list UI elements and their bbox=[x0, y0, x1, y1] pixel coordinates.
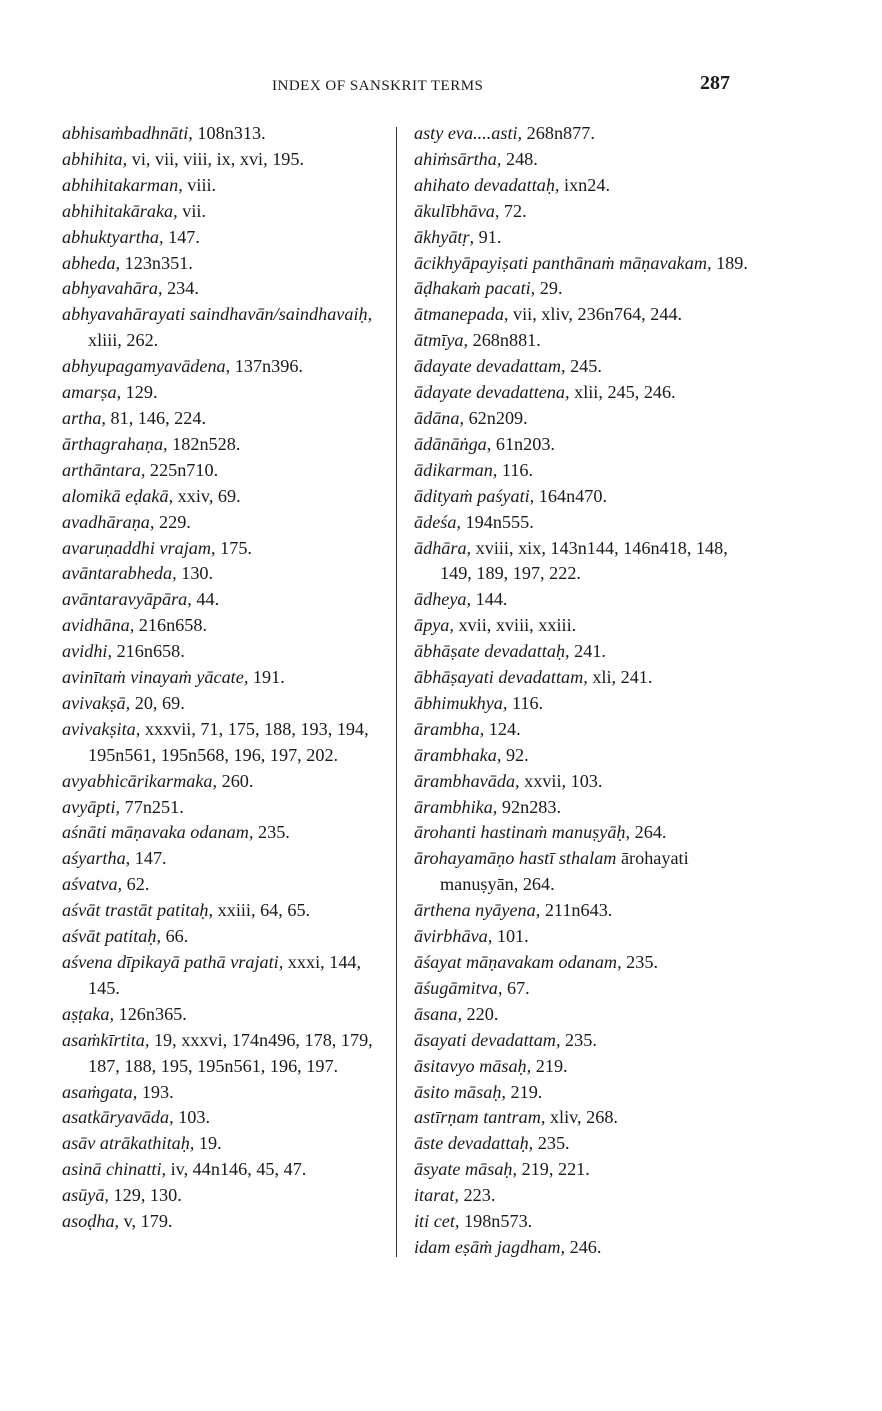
index-entry bbox=[414, 225, 754, 251]
index-entry bbox=[62, 1209, 392, 1235]
index-references: 123n351. bbox=[120, 252, 193, 273]
index-term: avidhāna, bbox=[62, 615, 135, 636]
index-term: idam eṣāṁ jagdham, bbox=[414, 1236, 566, 1257]
index-term: abhisaṁbadhnāti, bbox=[62, 123, 193, 143]
index-references: 246. bbox=[565, 1236, 602, 1257]
index-references: xvii, xviii, xxiii. bbox=[453, 615, 577, 636]
index-references: 191. bbox=[248, 667, 285, 688]
index-entry bbox=[62, 121, 392, 147]
index-term: ādānāṅga, bbox=[414, 433, 492, 454]
index-term: aśnāti māṇavaka odanam, bbox=[62, 822, 254, 843]
index-references: 260. bbox=[217, 770, 254, 791]
index-term: ārthagrahaṇa, bbox=[62, 433, 168, 454]
index-term: ahiṁsārtha, bbox=[414, 148, 502, 169]
index-references: 194n555. bbox=[460, 511, 534, 532]
index-term: asoḍha, bbox=[62, 1211, 120, 1232]
index-references: xlii, 245, 246. bbox=[569, 382, 676, 403]
index-entry bbox=[62, 225, 392, 251]
index-references: vii. bbox=[177, 200, 206, 221]
index-references: 137n396. bbox=[230, 356, 303, 377]
index-references: 81, 146, 224. bbox=[105, 407, 206, 428]
index-entry bbox=[414, 1183, 754, 1209]
page-number: 287 bbox=[700, 72, 730, 94]
index-term: āpya, bbox=[414, 615, 454, 636]
index-term: ābhimukhya, bbox=[414, 692, 508, 713]
index-entry bbox=[62, 1157, 392, 1183]
index-references: 182n528. bbox=[167, 433, 241, 454]
index-term: ādāna, bbox=[414, 407, 465, 428]
index-term: avivakṣā, bbox=[62, 692, 131, 713]
index-references: xliv, 268. bbox=[545, 1107, 618, 1128]
index-references: ixn24. bbox=[559, 174, 611, 195]
index-entry bbox=[62, 147, 392, 173]
index-references: 67. bbox=[502, 977, 530, 998]
index-references: 164n470. bbox=[534, 485, 607, 506]
index-entry bbox=[62, 354, 392, 380]
index-entry bbox=[414, 1002, 754, 1028]
index-references: 20, 69. bbox=[130, 692, 185, 713]
index-term: abhihita, bbox=[62, 148, 128, 169]
index-term: āsana, bbox=[414, 1003, 462, 1024]
index-entry bbox=[62, 1105, 392, 1131]
index-references: 116. bbox=[497, 459, 534, 480]
index-references: 220. bbox=[462, 1003, 499, 1024]
index-term: ārambha, bbox=[414, 718, 485, 739]
index-references: 268n881. bbox=[468, 330, 541, 351]
index-entry bbox=[62, 561, 392, 587]
index-term: avidhi, bbox=[62, 641, 113, 662]
index-entry bbox=[414, 354, 754, 380]
index-term: arthāntara, bbox=[62, 459, 146, 480]
index-references: 108n313. bbox=[192, 123, 266, 143]
index-term: asaṁgata, bbox=[62, 1081, 138, 1102]
index-references: 193. bbox=[137, 1081, 174, 1102]
index-references: 229. bbox=[154, 511, 191, 532]
index-entry bbox=[62, 458, 392, 484]
index-term: asty eva....asti, bbox=[414, 123, 523, 143]
index-references: viii. bbox=[182, 174, 217, 195]
index-term: āśugāmitva, bbox=[414, 977, 503, 998]
index-references: 248. bbox=[501, 148, 538, 169]
index-references: xxiv, 69. bbox=[173, 485, 241, 506]
index-references: 198n573. bbox=[459, 1211, 533, 1232]
index-references: 245. bbox=[565, 356, 602, 377]
index-entry bbox=[414, 717, 754, 743]
index-entry bbox=[414, 147, 754, 173]
index-references: xli, 241. bbox=[587, 667, 653, 688]
index-term: abhihitakarman, bbox=[62, 174, 183, 195]
index-entry bbox=[414, 639, 754, 665]
index-term: ādityaṁ paśyati, bbox=[414, 485, 535, 506]
index-term: ābhāṣayati devadattam, bbox=[414, 667, 588, 688]
index-entry bbox=[414, 950, 754, 976]
index-entry bbox=[62, 587, 392, 613]
index-references: 92. bbox=[501, 744, 529, 765]
index-entry bbox=[62, 924, 392, 950]
index-entry bbox=[62, 1028, 392, 1080]
index-references: 241. bbox=[569, 641, 606, 662]
index-term: ādeśa, bbox=[414, 511, 461, 532]
index-term: abhuktyartha, bbox=[62, 226, 164, 247]
index-term: amarṣa, bbox=[62, 382, 122, 403]
index-term: āsito māsaḥ, bbox=[414, 1081, 506, 1102]
index-references: 103. bbox=[173, 1107, 211, 1128]
index-references: 61n203. bbox=[491, 433, 555, 454]
index-entry bbox=[62, 1080, 392, 1106]
index-references: 124. bbox=[484, 718, 521, 739]
index-references: 44. bbox=[191, 589, 220, 610]
index-term: artha, bbox=[62, 407, 106, 428]
index-entry bbox=[62, 173, 392, 199]
index-term: asūyā, bbox=[62, 1185, 109, 1206]
index-term: āḍhakaṁ pacati, bbox=[414, 278, 536, 299]
index-entry bbox=[62, 665, 392, 691]
index-entry bbox=[62, 432, 392, 458]
index-term: alomikā eḍakā, bbox=[62, 485, 174, 506]
index-entry bbox=[62, 302, 392, 354]
index-references: 72. bbox=[499, 200, 527, 221]
index-term: ābhāṣate devadattaḥ, bbox=[414, 641, 570, 662]
index-term: aśvena dīpikayā pathā vrajati, bbox=[62, 952, 284, 972]
index-references: 130. bbox=[176, 563, 214, 584]
index-references: 216n658. bbox=[112, 641, 185, 662]
index-term: itarat, bbox=[414, 1185, 459, 1206]
index-references: 235. bbox=[621, 952, 658, 972]
index-entry bbox=[414, 1028, 754, 1054]
index-entry bbox=[414, 1054, 754, 1080]
index-references: 101. bbox=[492, 926, 529, 947]
index-entry bbox=[414, 743, 754, 769]
index-term: āsitavyo māsaḥ, bbox=[414, 1055, 532, 1076]
index-references: v, 179. bbox=[119, 1211, 173, 1232]
index-entry bbox=[62, 846, 392, 872]
index-entry bbox=[414, 121, 754, 147]
index-entry bbox=[62, 251, 392, 277]
index-term: avadhāraṇa, bbox=[62, 511, 155, 532]
index-term: ādheya, bbox=[414, 589, 472, 610]
index-references: 116. bbox=[507, 692, 544, 713]
index-entry bbox=[62, 820, 392, 846]
index-entry bbox=[414, 846, 754, 898]
index-column-left bbox=[62, 121, 392, 1235]
index-term: asāv atrākathitaḥ, bbox=[62, 1133, 195, 1154]
index-term: aśvatva, bbox=[62, 874, 123, 895]
index-entry bbox=[414, 1157, 754, 1183]
index-entry bbox=[62, 717, 392, 769]
index-term: avyāpti, bbox=[62, 796, 121, 817]
index-entry bbox=[414, 976, 754, 1002]
index-entry bbox=[62, 1002, 392, 1028]
index-entry bbox=[62, 484, 392, 510]
index-references: xxxi, 144, 145. bbox=[88, 952, 362, 998]
index-term: abheda, bbox=[62, 252, 121, 273]
index-entry bbox=[414, 820, 754, 846]
index-entry bbox=[62, 510, 392, 536]
index-term: ādayate devadattena, bbox=[414, 382, 570, 403]
index-term: ādayate devadattam, bbox=[414, 356, 566, 377]
index-entry bbox=[62, 1183, 392, 1209]
index-references: 219, 221. bbox=[517, 1159, 590, 1180]
index-entry bbox=[62, 950, 392, 1002]
index-entry bbox=[414, 406, 754, 432]
index-references: 268n877. bbox=[522, 123, 595, 143]
index-term: avāntaravyāpāra, bbox=[62, 589, 192, 610]
index-entry bbox=[62, 276, 392, 302]
index-term: āsayati devadattam, bbox=[414, 1029, 561, 1050]
index-entry bbox=[414, 587, 754, 613]
index-term: ārthena nyāyena, bbox=[414, 900, 541, 921]
index-references: 175. bbox=[215, 537, 252, 558]
running-header: INDEX OF SANSKRIT TERMS bbox=[272, 78, 484, 94]
index-references: 147. bbox=[163, 226, 200, 247]
index-term: abhyavahāra, bbox=[62, 278, 163, 299]
index-references: 62n209. bbox=[464, 407, 528, 428]
index-entry bbox=[414, 199, 754, 225]
index-term: abhyupagamyavādena, bbox=[62, 356, 231, 377]
index-references: 216n658. bbox=[134, 615, 207, 636]
index-term: abhyavahārayati saindhavān/saindhavaiḥ, bbox=[62, 304, 373, 325]
index-references: 19, xxxvi, 174n496, 178, 179, 187, 188, 195, 195n561, 196, 197. bbox=[88, 1029, 373, 1076]
index-entry bbox=[414, 302, 754, 328]
index-term: asatkāryavāda, bbox=[62, 1107, 174, 1128]
index-references: vii, xliv, 236n764, 244. bbox=[508, 304, 683, 325]
index-references: 19. bbox=[194, 1133, 222, 1154]
index-term: ārohanti hastinaṁ manuṣyāḥ, bbox=[414, 822, 631, 843]
index-term: ākhyātṛ, bbox=[414, 226, 475, 247]
index-entry bbox=[414, 328, 754, 354]
index-term: avyabhicārikarmaka, bbox=[62, 770, 218, 791]
column-divider bbox=[396, 127, 397, 1257]
index-term: āsyate māsaḥ, bbox=[414, 1159, 518, 1180]
index-entry bbox=[414, 924, 754, 950]
index-entry bbox=[414, 458, 754, 484]
index-entry bbox=[414, 898, 754, 924]
index-term: aśvāt trastāt patitaḥ, bbox=[62, 900, 214, 921]
index-term: āśayat māṇavakam odanam, bbox=[414, 952, 622, 972]
index-references: 264. bbox=[630, 822, 667, 843]
index-entry bbox=[414, 536, 754, 588]
index-term: ākulībhāva, bbox=[414, 200, 500, 221]
index-entry bbox=[414, 613, 754, 639]
index-term: avaruṇaddhi vrajam, bbox=[62, 537, 216, 558]
index-entry bbox=[414, 380, 754, 406]
index-term: ātmanepada, bbox=[414, 304, 509, 325]
index-entry bbox=[62, 536, 392, 562]
index-references: 62. bbox=[122, 874, 150, 895]
index-term: ātmīya, bbox=[414, 330, 469, 351]
index-entry bbox=[62, 691, 392, 717]
index-term: aṣṭaka, bbox=[62, 1003, 115, 1024]
index-entry bbox=[62, 613, 392, 639]
index-entry bbox=[62, 639, 392, 665]
index-references: xviii, xix, 143n144, 146n418, 148, 149, 189, 197, 222. bbox=[440, 537, 728, 584]
index-references: iv, 44n146, 45, 47. bbox=[166, 1159, 307, 1180]
index-entry bbox=[62, 406, 392, 432]
index-references: 29. bbox=[535, 278, 563, 299]
index-term: iti cet, bbox=[414, 1211, 460, 1232]
index-entry bbox=[414, 769, 754, 795]
index-references: xxxvii, 71, 175, 188, 193, 194, 195n561, 195n568, 196, 197, 202. bbox=[88, 718, 369, 765]
index-entry bbox=[414, 1080, 754, 1106]
index-references: 223. bbox=[458, 1185, 496, 1206]
index-term: avivakṣita, bbox=[62, 718, 141, 739]
index-term: āvirbhāva, bbox=[414, 926, 493, 947]
index-references: 225n710. bbox=[145, 459, 219, 480]
index-term: ārambhaka, bbox=[414, 744, 502, 765]
index-term: ārambhavāda, bbox=[414, 770, 520, 791]
index-term: aśyartha, bbox=[62, 848, 131, 869]
index-references: ārohayati manuṣyān, 264. bbox=[440, 848, 689, 895]
index-term: āste devadattaḥ, bbox=[414, 1133, 534, 1154]
index-entry bbox=[414, 1105, 754, 1131]
index-term: ārambhika, bbox=[414, 796, 498, 817]
index-entry bbox=[414, 173, 754, 199]
index-references: 129. bbox=[121, 382, 158, 403]
index-term: astīrṇam tantram, bbox=[414, 1107, 546, 1128]
index-references: 77n251. bbox=[120, 796, 184, 817]
index-entry bbox=[414, 1131, 754, 1157]
index-references: 126n365. bbox=[114, 1003, 187, 1024]
index-references: xxvii, 103. bbox=[519, 770, 603, 791]
index-entry bbox=[62, 872, 392, 898]
index-term: ācikhyāpayiṣati panthānaṁ māṇavakam, bbox=[414, 252, 712, 273]
index-entry bbox=[62, 380, 392, 406]
index-entry bbox=[414, 251, 754, 277]
index-term: avāntarabheda, bbox=[62, 563, 177, 584]
index-entry bbox=[414, 484, 754, 510]
index-entry bbox=[62, 769, 392, 795]
index-entry bbox=[414, 432, 754, 458]
index-term: abhihitakāraka, bbox=[62, 200, 178, 221]
index-entry bbox=[62, 898, 392, 924]
index-term: avinītaṁ vinayaṁ yācate, bbox=[62, 667, 249, 688]
index-term: aśvāt patitaḥ, bbox=[62, 926, 162, 947]
index-references: 234. bbox=[162, 278, 199, 299]
index-references: 129, 130. bbox=[108, 1185, 182, 1206]
index-references: 66. bbox=[161, 926, 189, 947]
index-references: 235. bbox=[253, 822, 290, 843]
index-references: 235. bbox=[533, 1133, 570, 1154]
index-term: ahihato devadattaḥ, bbox=[414, 174, 560, 195]
index-references: 211n643. bbox=[540, 900, 613, 921]
index-term: ādhāra, bbox=[414, 537, 472, 558]
index-entry bbox=[414, 665, 754, 691]
index-entry bbox=[414, 276, 754, 302]
index-entry bbox=[414, 795, 754, 821]
index-entry bbox=[414, 1235, 754, 1261]
index-entry bbox=[414, 510, 754, 536]
index-entry bbox=[62, 795, 392, 821]
index-references: 219. bbox=[505, 1081, 543, 1102]
index-entry bbox=[414, 691, 754, 717]
index-references: xliii, 262. bbox=[88, 330, 159, 351]
index-column-right bbox=[414, 121, 754, 1261]
index-references: 92n283. bbox=[497, 796, 562, 817]
index-references: 144. bbox=[471, 589, 508, 610]
index-references: 147. bbox=[130, 848, 167, 869]
index-term: ārohayamāṇo hastī sthalam bbox=[414, 848, 617, 869]
index-references: vi, vii, viii, ix, xvi, 195. bbox=[127, 148, 305, 169]
index-references: 91. bbox=[474, 226, 502, 247]
index-references: 219. bbox=[531, 1055, 568, 1076]
index-references: 189. bbox=[711, 252, 748, 273]
index-entry bbox=[414, 1209, 754, 1235]
index-entry bbox=[62, 199, 392, 225]
index-term: ādikarman, bbox=[414, 459, 498, 480]
index-references: xxiii, 64, 65. bbox=[213, 900, 311, 921]
index-entry bbox=[62, 1131, 392, 1157]
index-references: 235. bbox=[560, 1029, 597, 1050]
index-term: asinā chinatti, bbox=[62, 1159, 167, 1180]
index-term: asaṁkīrtita, bbox=[62, 1029, 150, 1050]
